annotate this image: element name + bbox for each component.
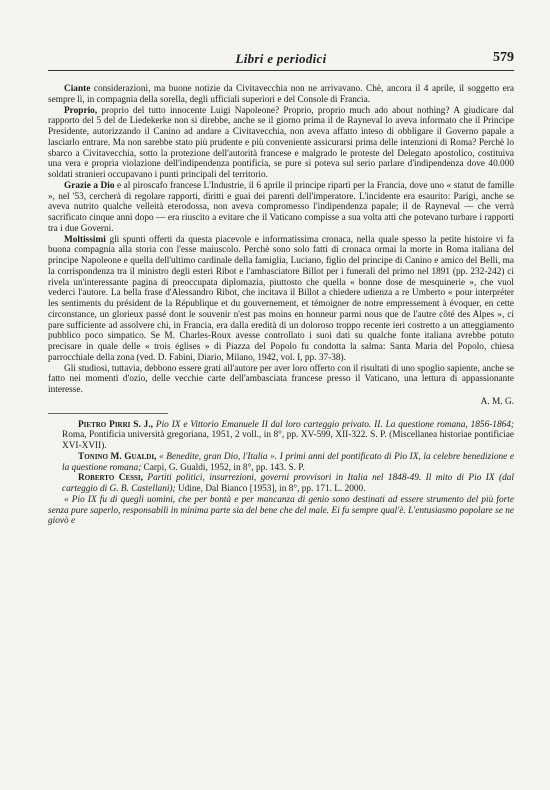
paragraph-lead: Moltissimi (64, 234, 106, 245)
review-signature: A. M. G. (480, 396, 514, 407)
paragraph-text: proprio del tutto innocente Luigi Napoleone? Proprio, proprio much ado about nothing? A giudicare dal rapporto del 5 del de Liedekerke non si direbbe, anche se il giorno prima il de Rayneval lo aveva informato che il Principe Presidente, autorizzando il Canino ad andare a Civitavecchia, non aveva affatto inteso di obbligare il Governo papale a lasciarlo entrare. Ma non sarebbe stato più prudente e più conveniente assicurarsi prima delle intenzioni di Roma? Perchè lo sbarco a Civitavecchia, sotto la protezione dell'autorità francese e malgrado le proteste del Delegato apostolico, costituiva una vera e propria violazione dell'indipendenza pontificia, se pure si poteva sul serio parlare d'indipendenza dove 40.000 soldati stranieri occupavano i punti principali del territorio. (48, 105, 514, 180)
section-divider (48, 413, 168, 414)
biblio-publication: Carpi, G. Gualdi, 1952, in 8°, pp. 143. S. P. (141, 462, 305, 473)
paragraph-lead: Ciante (64, 84, 91, 94)
article-body (48, 84, 514, 527)
biblio-title: « Benedite, gran Dio, l'Italia ». I primi anni del pontificato di Pio IX, la celebre benedizione e la questione romana; (62, 451, 514, 473)
bibliography-entry (48, 452, 514, 474)
paragraph (48, 235, 514, 364)
paragraph-lead: Grazie a Dio (64, 180, 115, 191)
paragraph (48, 181, 514, 235)
bibliography-entry (48, 473, 514, 495)
running-header (48, 48, 514, 71)
paragraph (48, 364, 514, 396)
biblio-title: Pio IX e Vittorio Emanuele II dal loro carteggio privato. II. La questione romana, 1856-1864; (152, 419, 514, 430)
biblio-author: Tonino M. Gualdi, (78, 451, 157, 462)
paragraph (48, 84, 514, 106)
paragraph-text: Gli studiosi, tuttavia, debbono essere grati all'autore per aver loro offerto con il risultati di uno spoglio sapiente, anche se fatto nei momenti d'ozio, delle vecchie carte dell'ambasciata francese presso il Vaticano, una lettura di appassionante interesse. (48, 363, 514, 395)
closing-paragraph (48, 495, 514, 527)
paragraph (48, 106, 514, 181)
biblio-title: Partiti politici, insurrezioni, governi provvisori in Italia nel 1848-49. Il mito di Pio IX (dal carteggio di G. B. Castellani); (62, 473, 514, 494)
paragraph-text: gli spunti offerti da questa piacevole e informatissima cronaca, nella quale spesso la petite histoire vi fa buona compagnia alla storia con l'esse maiuscolo. Perchè sono solo fatti di cronaca ormai la morte in Roma italiana del principe Napoleone e quella dell'ultimo cardinale della famiglia, Luciano, figlio del principe di Canino e amico del Belli, ma la corrispondenza tra il ministro degli esteri Ribot e l'ambasciatore Billot per i funerali del primo nel 1891 (pp. 232-242) ci rivela un'interessante pagina di preoccupata diplomazia, piuttosto che quella « bonne dose de mesquinerie », che vuol vederci l'autore. La bella frase d'Alessandro Ribot, che incitava il Billot a chiedere udienza a re Umberto « pour interpréter les sentiments du président de la République et du gouvernement, et témoigner de notre empressement à évoquer, en cette circonstance, un glorieux passé dont le souvenir n'est pas moins en honneur parmi nous que de l'autre côté des Alpes », ci pare sufficiente ad assolvere chi, in Francia, era dalla eredità di un doloroso troppo recente ieri costretto a un atteggiamento pubblico poco simpatico. Se M. Charles-Roux avesse controllato i suoi dati su qualche fonte italiana avrebbe potuto precisare in quale delle « trois églises » di Piazza del Popolo fu condotta la salma: Santa Maria del Popolo, chiesa parrocchiale della zona (ved. D. Fabini, Diario, Milano, 1942, vol. I, pp. 37-38). (48, 234, 514, 363)
biblio-author: Roberto Cessi, (78, 473, 143, 484)
bibliography-entry (48, 420, 514, 452)
running-title: Libri e periodici (235, 51, 327, 66)
biblio-publication: Udine, Dal Bianco [1953], in 8°, pp. 171. L. 2000. (175, 484, 366, 494)
biblio-publication: Roma, Pontificia università gregoriana, 1951, 2 voll., in 8°, pp. XV-599, XII-322. S. P. (Miscellanea historiae pontificiae XVI-XVII). (62, 430, 514, 451)
paragraph-lead: Proprio, (64, 105, 98, 116)
paragraph-text: e al piroscafo francese L'Industrie, il 6 aprile il principe ripartì per la Francia, dove uno « statut de famille », nel '53, cercherà di regolare rapporti, diritti e guai dei parenti dell'imperatore. L'incidente era esaurito: Parigi, anche se aveva nutrito qualche velleità eterodossa, non aveva compromesso l'indipendenza papale; il de Rayneval — che verrà sacrificato cinque anni dopo — era riuscito a evitare che il Vaticano compisse a sua volta atti che potevano turbare i rapporti tra i due Governi. (48, 180, 514, 234)
paragraph-text: considerazioni, ma buone notizie da Civitavecchia non ne arrivavano. Chè, ancora il 4 aprile, il soggetto era sempre lì, in compagnia della sorella, degli ufficiali superiori e del Console di Francia. (48, 84, 514, 105)
biblio-author: Pietro Pirri S. J., (78, 419, 153, 430)
closing-quote: « Pio IX fu di quegli uomini, che per bontà e per mancanza di genio sono destinati ad essere strumento del più forte senza pure saperlo, responsabili in minima parte sia del bene che del male. Ei fu sempre qual'è. L'entusiasmo popolare se ne giovò e (48, 494, 514, 527)
page-number: 579 (493, 50, 514, 65)
